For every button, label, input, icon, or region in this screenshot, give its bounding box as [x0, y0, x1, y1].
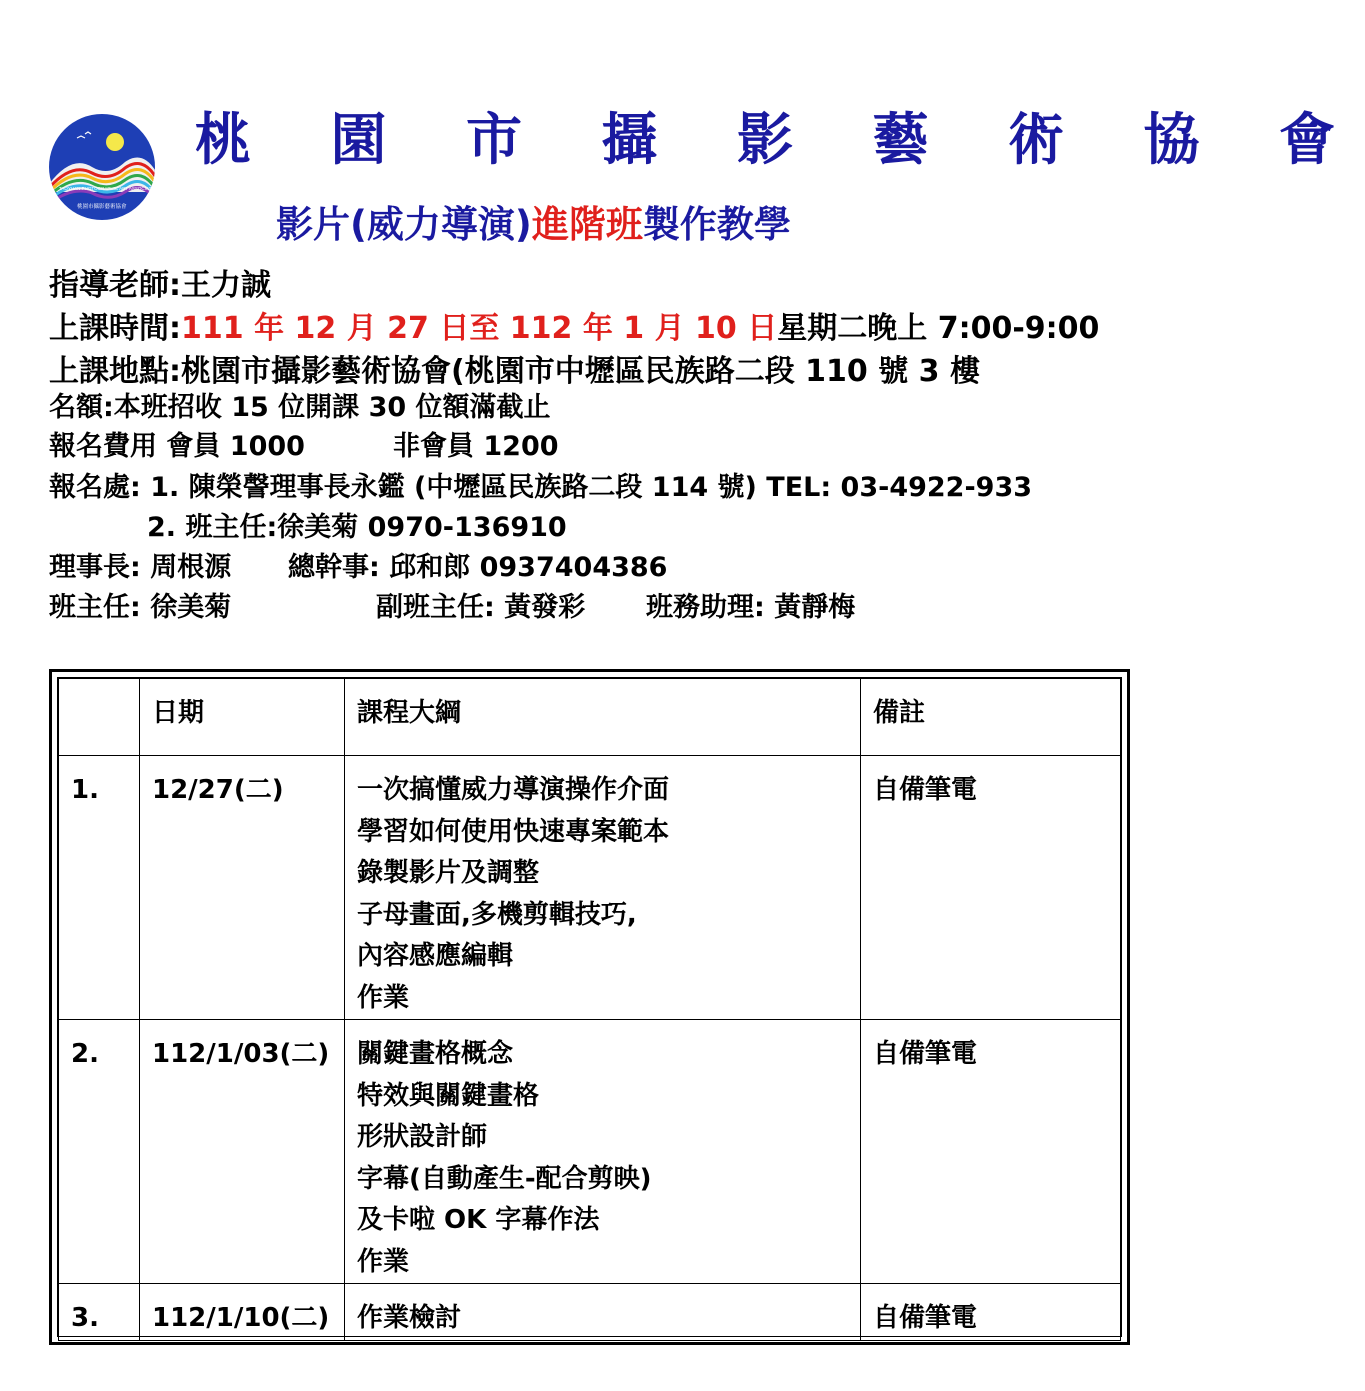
- association-logo: [47, 112, 160, 222]
- class-head: 班主任: 徐美菊: [49, 592, 232, 623]
- topic-item: 字幕(自動產生-配合剪映): [357, 1163, 652, 1194]
- table-row: [59, 1284, 1121, 1341]
- topic-item: 作業: [357, 982, 410, 1013]
- row-number: 1.: [71, 775, 99, 805]
- course-title-part1: 影片(威力導演): [276, 203, 532, 246]
- logo-ring-text-bottom: 桃園市攝影藝術協會: [77, 204, 127, 210]
- row-note: 自備筆電: [873, 1303, 978, 1333]
- time-value: 111 年 12 月 27 日至 112 年 1 月 10 日: [181, 311, 778, 346]
- org-title: 桃 園 市 攝 影 藝 術 協 會: [195, 108, 1365, 173]
- course-title-part2: 進階班: [531, 203, 643, 246]
- assistant: 班務助理: 黃靜梅: [646, 592, 856, 623]
- row-topics: [345, 756, 860, 1019]
- time-suffix: 星期二晚上 7:00-9:00: [777, 311, 1100, 346]
- fee-nonmember: 非會員 1200: [393, 431, 559, 462]
- logo-ring-text-top: TAOYUAN PHOTOGRAPHIC ART ASSOCIATION: [59, 186, 160, 191]
- row-number: 3.: [71, 1303, 99, 1333]
- topic-item: 及卡啦 OK 字幕作法: [357, 1205, 600, 1235]
- table-row: [59, 1020, 1121, 1284]
- topic-item: 錄製影片及調整: [357, 858, 540, 888]
- register-line-1: 報名處: 1. 陳榮謦理事長永鑑 (中壢區民族路二段 114 號) TEL: 03-4922-933: [49, 472, 1033, 503]
- topic-item: 作業: [357, 1246, 410, 1277]
- schedule-table: [49, 669, 1130, 1345]
- quota-line: 名額:本班招收 15 位開課 30 位額滿截止: [49, 392, 551, 423]
- table-header-row: [59, 679, 1121, 756]
- course-title-part3: 製作教學: [642, 203, 791, 246]
- header-cell: 日期: [140, 679, 345, 756]
- register-line-2: 2. 班主任:徐美菊 0970-136910: [147, 512, 567, 543]
- topic-item: 形狀設計師: [357, 1122, 488, 1152]
- table-row: [59, 756, 1121, 1020]
- fee-member: 報名費用 會員 1000: [49, 431, 305, 462]
- secretary: 總幹事: 邱和郎 0937404386: [288, 552, 668, 583]
- row-number: 2.: [71, 1039, 99, 1069]
- location-line: 上課地點:桃園市攝影藝術協會(桃園市中壢區民族路二段 110 號 3 樓: [49, 354, 980, 389]
- topic-item: 一次搞懂威力導演操作介面: [357, 775, 670, 805]
- topic-item: 特效與關鍵畫格: [357, 1080, 540, 1111]
- vice-head: 副班主任: 黃發彩: [376, 592, 586, 623]
- fee-line: [49, 429, 305, 465]
- header-cell: 備註: [861, 679, 1121, 756]
- topic-item: 作業檢討: [357, 1303, 462, 1333]
- row-note: 自備筆電: [873, 775, 978, 805]
- teacher-line: 指導老師:王力誠: [49, 268, 271, 303]
- time-line: [49, 309, 1099, 349]
- row-topics: [345, 1284, 860, 1340]
- row-date: 112/1/03(二): [152, 1039, 330, 1069]
- header-cell: 課程大綱: [345, 679, 861, 756]
- row-note: 自備筆電: [873, 1039, 978, 1069]
- chairman: 理事長: 周根源: [49, 552, 232, 583]
- row-date: 112/1/10(二): [152, 1303, 330, 1333]
- time-label: 上課時間:: [49, 311, 181, 346]
- row-topics: [345, 1020, 860, 1283]
- topic-item: 學習如何使用快速專案範本: [357, 816, 670, 847]
- header-cell: [59, 679, 140, 756]
- topic-item: 內容感應編輯: [357, 941, 514, 971]
- topic-item: 關鍵畫格概念: [357, 1039, 514, 1069]
- course-title: [276, 200, 791, 250]
- row-date: 12/27(二): [152, 775, 284, 805]
- topic-item: 子母畫面,多機剪輯技巧,: [357, 899, 637, 930]
